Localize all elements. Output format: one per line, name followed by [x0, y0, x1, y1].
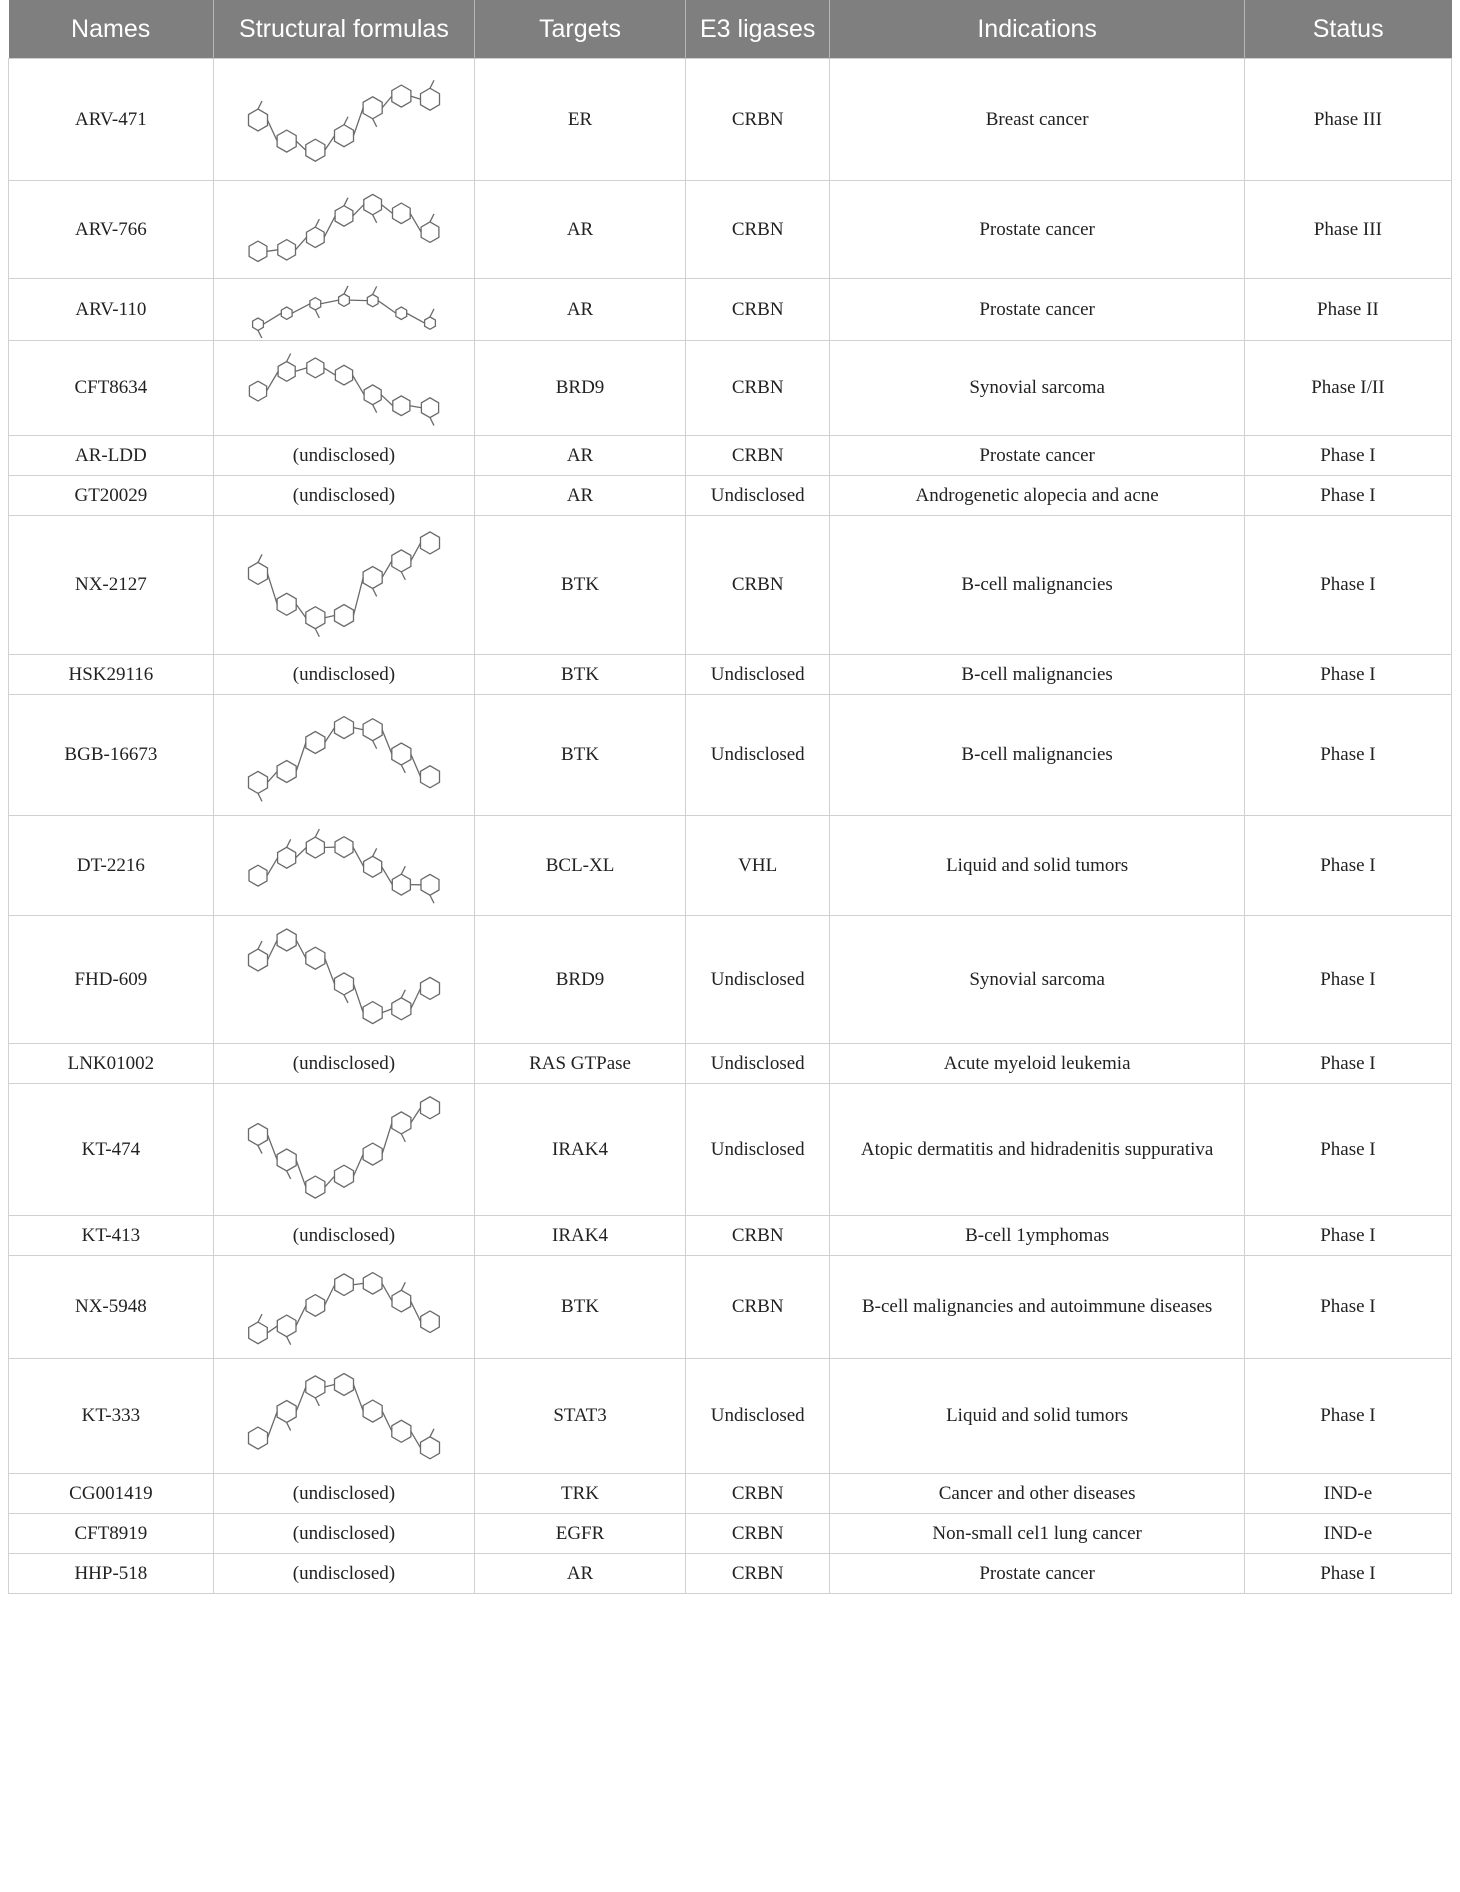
kt-474-structure-icon: [244, 1087, 444, 1213]
indication-cell: Prostate cancer: [830, 181, 1244, 279]
status-cell: Phase I/II: [1244, 341, 1451, 436]
drug-name-cell: AR-LDD: [9, 436, 214, 476]
status-cell: Phase I: [1244, 1216, 1451, 1256]
table-row: [9, 279, 1452, 341]
indication-cell: B-cell 1ymphomas: [830, 1216, 1244, 1256]
table-row: [9, 1359, 1452, 1474]
table-row: [9, 916, 1452, 1044]
indication-cell: Breast cancer: [830, 59, 1244, 181]
e3-ligase-cell: CRBN: [685, 516, 830, 655]
structure-cell: (undisclosed): [213, 1474, 474, 1514]
arv-471-structure-icon: [244, 62, 444, 178]
drug-name-cell: FHD-609: [9, 916, 214, 1044]
target-cell: ER: [475, 59, 686, 181]
status-cell: Phase I: [1244, 1044, 1451, 1084]
indication-cell: B-cell malignancies: [830, 655, 1244, 695]
e3-ligase-cell: CRBN: [685, 341, 830, 436]
status-cell: Phase I: [1244, 476, 1451, 516]
target-cell: STAT3: [475, 1359, 686, 1474]
target-cell: BTK: [475, 516, 686, 655]
indication-cell: B-cell malignancies and autoimmune diseases: [830, 1256, 1244, 1359]
status-cell: Phase I: [1244, 1554, 1451, 1594]
e3-ligase-cell: Undisclosed: [685, 1044, 830, 1084]
drug-name-cell: KT-333: [9, 1359, 214, 1474]
table-row: [9, 1084, 1452, 1216]
table-row: [9, 476, 1452, 516]
indication-cell: Non-small cel1 lung cancer: [830, 1514, 1244, 1554]
e3-ligase-cell: Undisclosed: [685, 1084, 830, 1216]
structure-cell: [213, 181, 474, 279]
structure-cell: [213, 1359, 474, 1474]
e3-ligase-cell: CRBN: [685, 1474, 830, 1514]
e3-ligase-cell: CRBN: [685, 279, 830, 341]
e3-ligase-cell: CRBN: [685, 181, 830, 279]
target-cell: RAS GTPase: [475, 1044, 686, 1084]
indication-cell: Atopic dermatitis and hidradenitis suppurativa: [830, 1084, 1244, 1216]
status-cell: Phase III: [1244, 59, 1451, 181]
structure-cell: [213, 279, 474, 341]
target-cell: BTK: [475, 695, 686, 816]
structure-cell: (undisclosed): [213, 436, 474, 476]
drug-name-cell: CFT8919: [9, 1514, 214, 1554]
nx-2127-structure-icon: [244, 519, 444, 652]
structure-cell: [213, 516, 474, 655]
structure-cell: (undisclosed): [213, 476, 474, 516]
table-row: [9, 436, 1452, 476]
indication-cell: Prostate cancer: [830, 1554, 1244, 1594]
cft8634-structure-icon: [244, 344, 444, 433]
target-cell: AR: [475, 436, 686, 476]
indication-cell: Cancer and other diseases: [830, 1474, 1244, 1514]
target-cell: BRD9: [475, 916, 686, 1044]
target-cell: AR: [475, 476, 686, 516]
dt-2216-structure-icon: [244, 819, 444, 913]
drug-name-cell: HHP-518: [9, 1554, 214, 1594]
drug-name-cell: DT-2216: [9, 816, 214, 916]
e3-ligase-cell: Undisclosed: [685, 916, 830, 1044]
indication-cell: B-cell malignancies: [830, 695, 1244, 816]
structure-cell: (undisclosed): [213, 1514, 474, 1554]
drug-name-cell: NX-5948: [9, 1256, 214, 1359]
drug-name-cell: NX-2127: [9, 516, 214, 655]
structure-cell: [213, 1084, 474, 1216]
table-row: [9, 1256, 1452, 1359]
e3-ligase-cell: Undisclosed: [685, 476, 830, 516]
drug-name-cell: LNK01002: [9, 1044, 214, 1084]
indication-cell: Synovial sarcoma: [830, 916, 1244, 1044]
table-row: [9, 1044, 1452, 1084]
header-targets: Targets: [475, 0, 686, 59]
target-cell: AR: [475, 181, 686, 279]
indication-cell: Prostate cancer: [830, 436, 1244, 476]
table-row: [9, 1554, 1452, 1594]
indication-cell: Liquid and solid tumors: [830, 816, 1244, 916]
header-e3-ligases: E3 ligases: [685, 0, 830, 59]
status-cell: Phase I: [1244, 436, 1451, 476]
nx-5948-structure-icon: [244, 1259, 444, 1356]
kt-333-structure-icon: [244, 1362, 444, 1471]
header-names: Names: [9, 0, 214, 59]
status-cell: Phase I: [1244, 1256, 1451, 1359]
e3-ligase-cell: CRBN: [685, 1256, 830, 1359]
e3-ligase-cell: CRBN: [685, 1514, 830, 1554]
structure-cell: [213, 816, 474, 916]
indication-cell: B-cell malignancies: [830, 516, 1244, 655]
header-row: [9, 0, 1452, 59]
header-indications: Indications: [830, 0, 1244, 59]
status-cell: Phase I: [1244, 1084, 1451, 1216]
target-cell: TRK: [475, 1474, 686, 1514]
header-status: Status: [1244, 0, 1451, 59]
status-cell: Phase II: [1244, 279, 1451, 341]
target-cell: EGFR: [475, 1514, 686, 1554]
indication-cell: Androgenetic alopecia and acne: [830, 476, 1244, 516]
status-cell: IND-e: [1244, 1514, 1451, 1554]
structure-cell: (undisclosed): [213, 1044, 474, 1084]
table-row: [9, 59, 1452, 181]
status-cell: Phase I: [1244, 695, 1451, 816]
drug-table: [8, 0, 1452, 1594]
structure-cell: (undisclosed): [213, 1554, 474, 1594]
table-row: [9, 695, 1452, 816]
drug-name-cell: GT20029: [9, 476, 214, 516]
drug-name-cell: HSK29116: [9, 655, 214, 695]
fhd-609-structure-icon: [244, 919, 444, 1041]
drug-name-cell: KT-413: [9, 1216, 214, 1256]
structure-cell: [213, 916, 474, 1044]
drug-name-cell: CFT8634: [9, 341, 214, 436]
drug-name-cell: BGB-16673: [9, 695, 214, 816]
table-row: [9, 181, 1452, 279]
e3-ligase-cell: CRBN: [685, 436, 830, 476]
drug-name-cell: ARV-471: [9, 59, 214, 181]
table-row: [9, 341, 1452, 436]
structure-cell: (undisclosed): [213, 1216, 474, 1256]
structure-cell: [213, 1256, 474, 1359]
e3-ligase-cell: Undisclosed: [685, 655, 830, 695]
table-row: [9, 1514, 1452, 1554]
e3-ligase-cell: CRBN: [685, 59, 830, 181]
status-cell: Phase III: [1244, 181, 1451, 279]
status-cell: Phase I: [1244, 655, 1451, 695]
structure-cell: [213, 695, 474, 816]
status-cell: Phase I: [1244, 916, 1451, 1044]
status-cell: Phase I: [1244, 816, 1451, 916]
status-cell: IND-e: [1244, 1474, 1451, 1514]
drug-name-cell: KT-474: [9, 1084, 214, 1216]
target-cell: BTK: [475, 655, 686, 695]
drug-name-cell: ARV-766: [9, 181, 214, 279]
target-cell: AR: [475, 279, 686, 341]
structure-cell: [213, 341, 474, 436]
drug-name-cell: CG001419: [9, 1474, 214, 1514]
header-structural-formulas: Structural formulas: [213, 0, 474, 59]
e3-ligase-cell: Undisclosed: [685, 695, 830, 816]
table-row: [9, 516, 1452, 655]
structure-cell: (undisclosed): [213, 655, 474, 695]
e3-ligase-cell: Undisclosed: [685, 1359, 830, 1474]
table-row: [9, 655, 1452, 695]
structure-cell: [213, 59, 474, 181]
e3-ligase-cell: VHL: [685, 816, 830, 916]
target-cell: BTK: [475, 1256, 686, 1359]
indication-cell: Liquid and solid tumors: [830, 1359, 1244, 1474]
target-cell: BCL-XL: [475, 816, 686, 916]
indication-cell: Acute myeloid leukemia: [830, 1044, 1244, 1084]
target-cell: IRAK4: [475, 1084, 686, 1216]
status-cell: Phase I: [1244, 516, 1451, 655]
arv-766-structure-icon: [244, 184, 444, 276]
table-row: [9, 1216, 1452, 1256]
e3-ligase-cell: CRBN: [685, 1216, 830, 1256]
indication-cell: Synovial sarcoma: [830, 341, 1244, 436]
table-row: [9, 816, 1452, 916]
e3-ligase-cell: CRBN: [685, 1554, 830, 1594]
status-cell: Phase I: [1244, 1359, 1451, 1474]
table-row: [9, 1474, 1452, 1514]
arv-110-structure-icon: [244, 282, 444, 338]
target-cell: AR: [475, 1554, 686, 1594]
indication-cell: Prostate cancer: [830, 279, 1244, 341]
target-cell: BRD9: [475, 341, 686, 436]
bgb-16673-structure-icon: [244, 698, 444, 813]
drug-name-cell: ARV-110: [9, 279, 214, 341]
target-cell: IRAK4: [475, 1216, 686, 1256]
